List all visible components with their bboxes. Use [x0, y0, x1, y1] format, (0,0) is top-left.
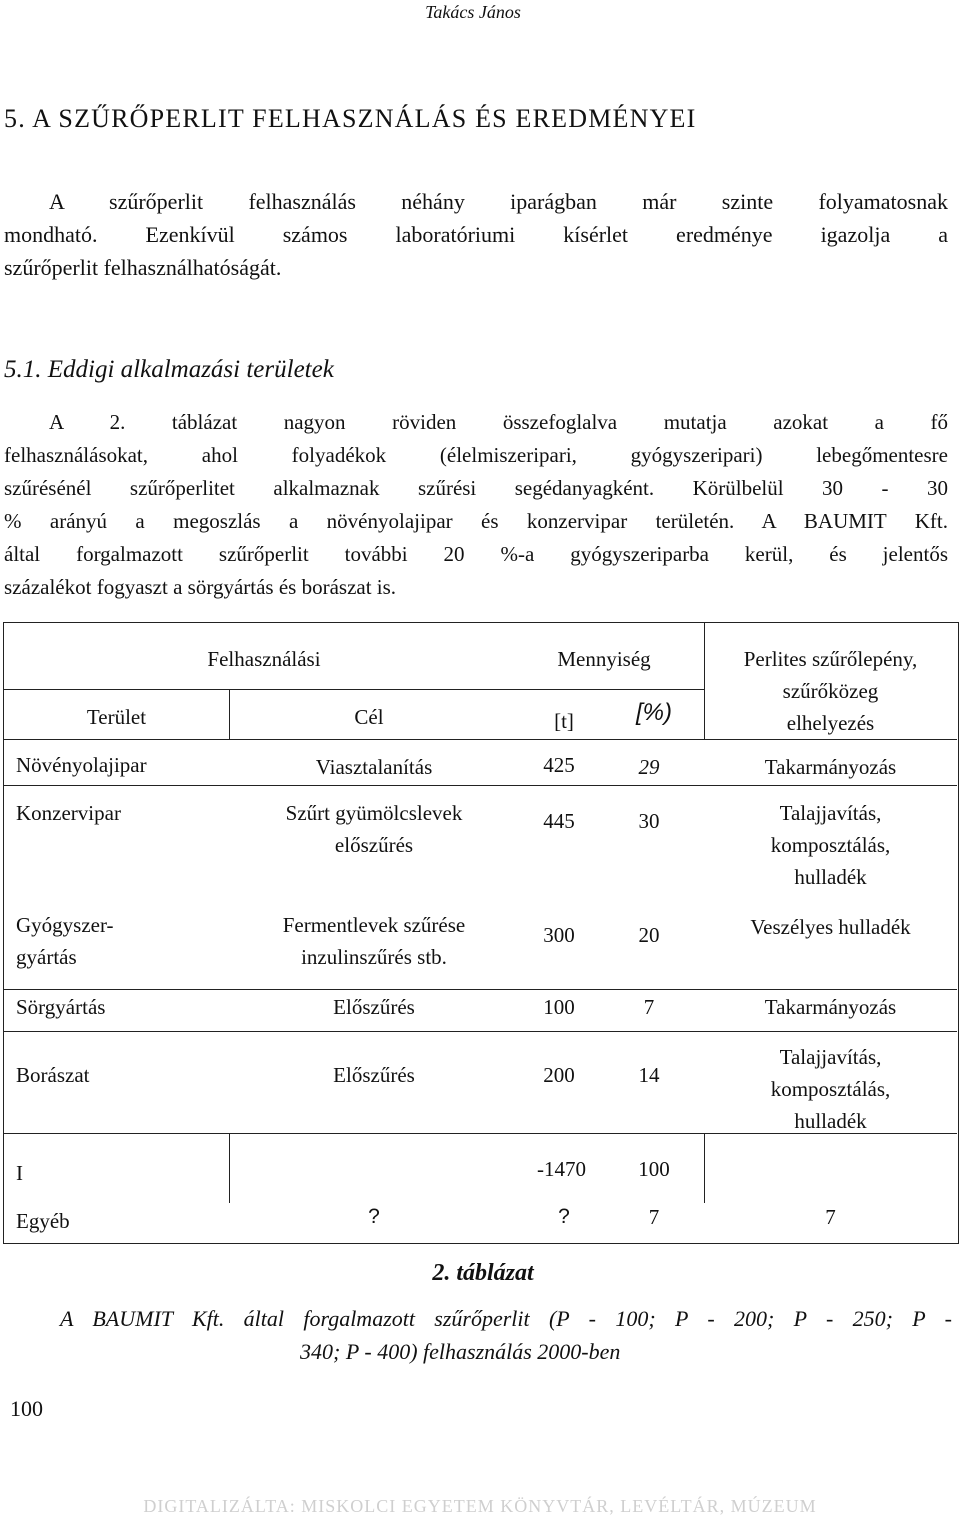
- cell-terulet: I: [16, 1161, 23, 1185]
- cell-cel: Előszűrés: [333, 995, 415, 1019]
- cell-t: 200: [543, 1063, 575, 1087]
- paragraph-line: százalékot fogyaszt a sörgyártás és borászat is.: [4, 575, 397, 599]
- header-perlites: Perlites szűrőlepény,: [743, 647, 918, 671]
- table-caption: [60, 1302, 952, 1368]
- cell-t: 425: [543, 753, 575, 777]
- table-rule: [4, 689, 704, 690]
- subsection-title: 5.1. Eddigi alkalmazási területek: [4, 356, 334, 383]
- cell-terulet: Sörgyártás: [16, 995, 106, 1019]
- cell-t: 300: [543, 923, 575, 947]
- page-number: 100: [10, 1396, 43, 1421]
- cell-pct: 7: [643, 995, 655, 1019]
- cell-pct: 30: [638, 809, 660, 833]
- digitization-footer: DIGITALIZÁLTA: MISKOLCI EGYETEM KÖNYVTÁR, LEVÉLTÁR, MÚZEUM: [143, 1496, 817, 1516]
- caption-line: 340; P - 400) felhasználás 2000-ben: [300, 1339, 621, 1364]
- cell-t: ?: [558, 1205, 570, 1228]
- table-rule: [4, 989, 957, 990]
- cell-cel: Fermentlevek szűrése: [282, 913, 466, 937]
- cell-cel: Viasztalanítás: [315, 755, 433, 779]
- cell-elhelyezes: komposztálás,: [770, 1077, 891, 1101]
- cell-elhelyezes: komposztálás,: [770, 833, 891, 857]
- cell-t: 100: [543, 995, 575, 1019]
- cell-pct: 20: [638, 923, 660, 947]
- cell-pct: 100: [638, 1157, 670, 1181]
- cell-elhelyezes: Veszélyes hulladék: [750, 915, 911, 939]
- cell-elhelyezes: hulladék: [794, 865, 867, 889]
- cell-cel: Előszűrés: [333, 1063, 415, 1087]
- cell-elhelyezes: Takarmányozás: [764, 755, 897, 779]
- usage-table: [3, 622, 959, 1244]
- paragraph-intro: [4, 185, 948, 284]
- header-t: [t]: [554, 709, 574, 733]
- cell-elhelyezes: Talajjavítás,: [779, 1045, 882, 1069]
- paragraph-line: % arányú a megoszlás a növényolajipar és konzervipar területén. A BAUMIT Kft.: [4, 509, 948, 533]
- table-caption-number: 2. táblázat: [432, 1260, 534, 1286]
- paragraph-line: szűrésénél szűrőperlitet alkalmaznak szűrési segédanyagként. Körülbelül 30 - 30: [4, 476, 948, 500]
- cell-cel: inzulinszűrés stb.: [301, 945, 447, 969]
- table-rule: [4, 785, 957, 786]
- cell-terulet: Növényolajipar: [16, 753, 147, 777]
- table-rule: [4, 739, 957, 740]
- cell-elhelyezes: 7: [825, 1205, 836, 1229]
- header-elhelyezes: elhelyezés: [786, 711, 875, 735]
- cell-terulet: Borászat: [16, 1063, 90, 1087]
- cell-cel: ?: [368, 1205, 380, 1228]
- caption-line: A BAUMIT Kft. által forgalmazott szűrőperlit (P - 100; P - 200; P - 250; P -: [60, 1306, 952, 1331]
- paragraph-usage: [4, 406, 948, 604]
- cell-elhelyezes: Talajjavítás,: [779, 801, 882, 825]
- cell-pct: 29: [638, 755, 660, 779]
- cell-t: -1470: [537, 1157, 586, 1181]
- paragraph-line: felhasználásokat, ahol folyadékok (élelmiszeripari, gyógyszeripari) lebegőmentesre: [4, 443, 948, 467]
- cell-cel: előszűrés: [334, 833, 414, 857]
- cell-terulet: gyártás: [16, 945, 77, 969]
- header-terulet: Terület: [86, 705, 147, 729]
- header-szurokozeg: szűrőközeg: [782, 679, 879, 703]
- header-cel: Cél: [354, 705, 384, 729]
- cell-pct: 14: [638, 1063, 660, 1087]
- table-rule: [4, 1031, 957, 1032]
- cell-terulet: Gyógyszer-: [16, 913, 114, 937]
- cell-terulet: Konzervipar: [16, 801, 121, 825]
- header-mennyiseg: Mennyiség: [557, 647, 651, 671]
- paragraph-line: által forgalmazott szűrőperlit további 20 %-a gyógyszeriparba kerül, és jelentős: [4, 542, 948, 566]
- table-rule: [704, 1133, 705, 1203]
- paragraph-line: A 2. táblázat nagyon röviden összefoglalva mutatja azokat a fő: [49, 410, 948, 434]
- cell-elhelyezes: hulladék: [794, 1109, 867, 1133]
- paragraph-line: szűrőperlit felhasználhatóságát.: [4, 255, 282, 280]
- cell-cel: Szűrt gyümölcslevek: [285, 801, 463, 825]
- cell-terulet: Egyéb: [16, 1209, 70, 1233]
- cell-pct: 7: [648, 1205, 660, 1229]
- paragraph-line: A szűrőperlit felhasználás néhány iparágban már szinte folyamatosnak: [49, 189, 948, 214]
- running-header: Takács János: [425, 2, 521, 22]
- section-title: 5. A SZŰRŐPERLIT FELHASZNÁLÁS ÉS EREDMÉNYEI: [4, 104, 697, 133]
- table-rule: [229, 1133, 230, 1203]
- header-pct: [%): [636, 699, 672, 726]
- cell-t: 445: [543, 809, 575, 833]
- header-felhasznalasi: Felhasználási: [207, 647, 321, 671]
- paragraph-line: mondható. Ezenkívül számos laboratóriumi kísérlet eredménye igazolja a: [4, 222, 948, 247]
- cell-elhelyezes: Takarmányozás: [764, 995, 897, 1019]
